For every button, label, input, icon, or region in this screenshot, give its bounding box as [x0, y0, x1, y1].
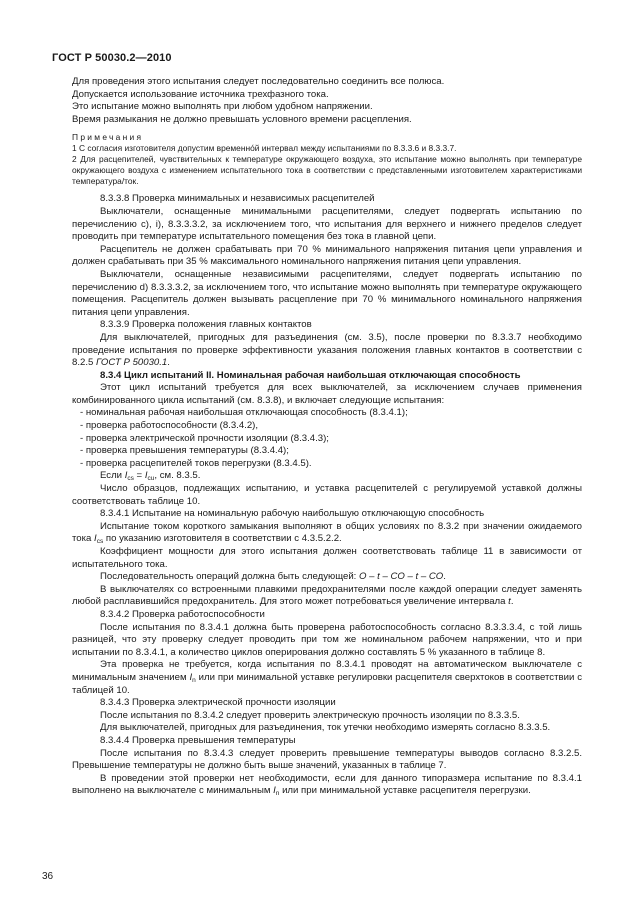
list-item: - проверка расцепителей токов перегрузки (8.3.4.5).: [80, 457, 312, 469]
intro-line-3: Это испытание можно выполнять при любом удобном напряжении.: [72, 101, 373, 113]
symbol-i: I: [94, 533, 97, 545]
condition-line: [72, 470, 582, 483]
section-8341-p4: [72, 584, 582, 609]
note-1: 1 С согласия изготовителя допустим временно́й интервал между испытаниями по 8.3.3.6 и 8.3.3.7.: [72, 143, 457, 154]
page-number: 36: [42, 871, 54, 882]
note-2: 2 Для расцепителей, чувствительных к температуре окружающего воздуха, это испытание можно выполнять при температуре окружающего воздуха с изменением испытательного тока в соответствии с представленными изготовителем характеристиками температура/ток.: [72, 154, 582, 187]
section-8338-title: 8.3.3.8 Проверка минимальных и независимых расцепителей: [100, 193, 375, 205]
text-run: В выключателях со встроенными плавкими предохранителями после каждой операции следует заменять любой расплавившийся предохранитель. Для этого может потребоваться увеличение интервала: [72, 583, 582, 608]
section-834-title: 8.3.4 Цикл испытаний II. Номинальная рабочая наибольшая отключающая способность: [100, 369, 521, 381]
section-8339-p1-end: .: [167, 357, 170, 369]
standard-header: ГОСТ Р 50030.2—2010: [52, 52, 172, 64]
list-item: - номинальная рабочая наибольшая отключающая способность (8.3.4.1);: [80, 407, 408, 419]
section-8344-p1: После испытания по 8.3.4.3 следует проверить превышение температуры выводов согласно 8.3.2.5. Превышение температуры не должно быть выше значений, указанных в таблице 7.: [72, 747, 582, 772]
section-8341-title: 8.3.4.1 Испытание на номинальную рабочую наибольшую отключающую способность: [100, 508, 485, 520]
equals-sign: =: [133, 470, 145, 482]
condition-suffix: , см. 8.3.5.: [154, 470, 201, 482]
section-8343-title: 8.3.4.3 Проверка электрической прочности изоляции: [100, 697, 336, 709]
text-run: или при минимальной уставке расцепителя перегрузки.: [279, 785, 531, 797]
section-8341-p1: [72, 521, 582, 546]
section-8341-p2: Коэффициент мощности для этого испытания должен соответствовать таблице 11 в зависимости от испытательного тока.: [72, 546, 582, 570]
text-run: или при минимальной уставке регулировки расцепителя сверхтоков в соответствии с таблицей 10.: [72, 671, 582, 696]
section-8342-p1: После испытания по 8.3.4.1 должна быть проверена работоспособность согласно 8.3.3.3.4, с той лишь разницей, что эту проверку следует проводить при том же номинальном рабочем напряжении, что и при испытании по 8.3.4.1, а количество циклов оперирования должно составлять 5 % указанного в таблице 8.: [72, 621, 582, 658]
condition-prefix: Если: [100, 470, 125, 482]
page-body: [72, 76, 582, 798]
section-8343-p2: Для выключателей, пригодных для разъединения, ток утечки необходимо измерять согласно 8.3.3.5.: [100, 722, 551, 734]
text-run: В проведении этой проверки нет необходимости, если для данного типоразмера испытание по 8.3.4.1 выполнено на выключателе с минимальным: [72, 772, 582, 797]
section-8341-p3: [72, 571, 582, 584]
section-8344-p2: [72, 773, 582, 798]
subscript-cu: cu: [147, 475, 155, 483]
subscript-cs: cs: [127, 475, 134, 483]
section-8338-p3: Выключатели, оснащенные независимыми расцепителями, следует подвергать испытанию по перечислению d) 8.3.3.3.2, за исключением того, что испытание можно выполнять при температуре окружающего помещения. Расцепитель должен вызывать расцепление при 70 % минимального номинального напряжения питания цепи управления.: [72, 268, 582, 318]
section-8338-p1: Выключатели, оснащенные минимальными расцепителями, следует подвергать испытанию по перечислению с), i), 8.3.3.3.2, за исключением того, что испытания для верхнего и нижнего пределов следует проводить при температуре испытательного помещения без тока в главной цепи.: [72, 205, 582, 243]
text-run: .: [443, 571, 446, 583]
list-item: - проверка электрической прочности изоляции (8.3.4.3);: [80, 432, 329, 444]
section-834-p2: Число образцов, подлежащих испытанию, и уставка расцепителей с регулируемой уставкой должны соответствовать таблице 10.: [72, 483, 582, 507]
section-8338-p2: Расцепитель не должен срабатывать при 70 % минимального напряжения питания цепи управления и должен срабатывать при 35 % максимального номинального напряжения питания цепи управления.: [72, 243, 582, 268]
gost-reference-link[interactable]: ГОСТ Р 50030.1: [96, 357, 168, 369]
text-run: .: [510, 596, 514, 608]
symbol-i: I: [273, 785, 276, 797]
intro-line-4: Время размыкания не должно превышать условного времени расцепления.: [72, 113, 412, 125]
subscript-cs: cs: [96, 538, 104, 546]
list-item: - проверка превышения температуры (8.3.4.4);: [80, 445, 289, 457]
text-run: Испытание током короткого замыкания выполняют в общих условиях по 8.3.2 при значении ожидаемого тока: [72, 520, 582, 545]
intro-line-1: Для проведения этого испытания следует последовательно соединить все полюса.: [72, 76, 445, 87]
intro-line-2: Допускается использование источника трехфазного тока.: [72, 88, 329, 100]
symbol-i: I: [189, 671, 193, 683]
section-8344-title: 8.3.4.4 Проверка превышения температуры: [100, 734, 296, 746]
test-list: [72, 407, 582, 470]
notes-title: Примечания: [72, 132, 144, 143]
section-8342-p2: [72, 659, 582, 697]
section-8343-p1: После испытания по 8.3.4.2 следует проверить электрическую прочность изоляции по 8.3.3.5.: [100, 709, 520, 721]
symbol-t: t: [508, 596, 511, 608]
operation-sequence: O – t – CO – t – CO: [359, 571, 444, 583]
text-run: Эта проверка не требуется, когда испытания по 8.3.4.1 проводят на автоматическом выключателе с минимальным значением: [72, 659, 582, 683]
section-8342-title: 8.3.4.2 Проверка работоспособности: [100, 608, 265, 620]
section-8339-p1: [72, 332, 582, 370]
section-834-p1: Этот цикл испытаний требуется для всех выключателей, за исключением случаев применения комбинированного цикла испытаний (см. 8.3.8), и включает следующие испытания:: [72, 382, 582, 406]
subscript-n: n: [275, 790, 280, 798]
symbol-i: I: [124, 470, 128, 482]
list-item: - проверка работоспособности (8.3.4.2),: [80, 420, 259, 432]
section-8339-p1-text: Для выключателей, пригодных для разъединения (см. 3.5), после проверки по 8.3.3.7 необходимо проведение испытания по проверке эффективности указания положения главных контактов в соответствии с 8.2.5: [72, 331, 582, 369]
symbol-i: I: [144, 470, 148, 482]
subscript-n: n: [192, 676, 196, 684]
text-run: по указанию изготовителя в соответствии с 4.3.5.2.2.: [103, 533, 342, 545]
section-8339-title: 8.3.3.9 Проверка положения главных контактов: [100, 319, 312, 331]
text-run: Последовательность операций должна быть следующей:: [100, 571, 360, 583]
